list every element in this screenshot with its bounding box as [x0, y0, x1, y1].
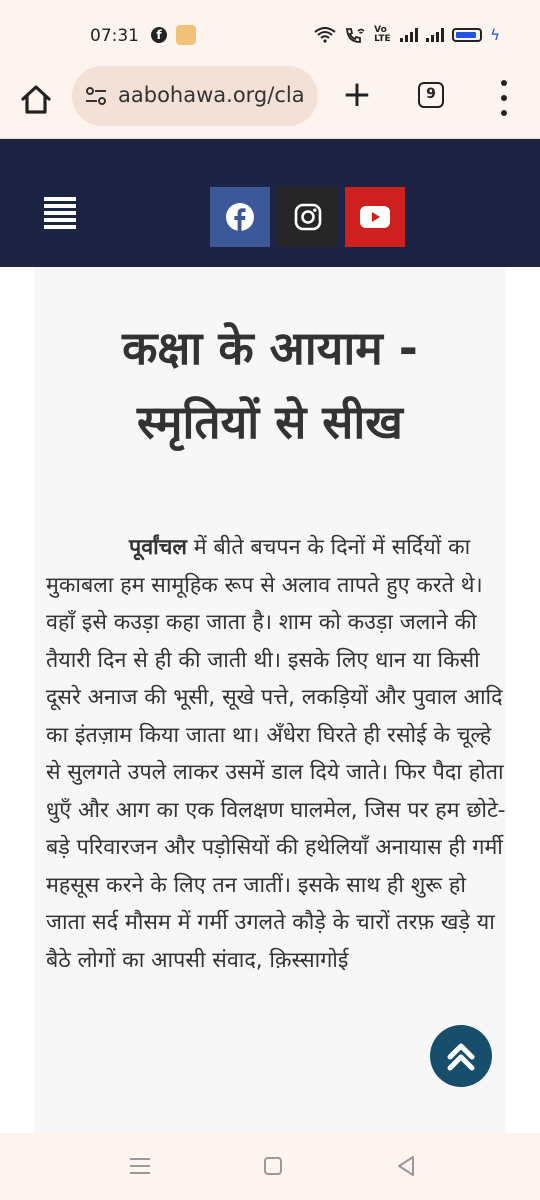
system-nav-bar: [0, 1133, 540, 1200]
status-bar: [0, 0, 540, 66]
site-settings-icon[interactable]: [84, 84, 108, 108]
volte-icon: Vo LTE: [374, 25, 391, 44]
facebook-icon: [225, 202, 255, 232]
double-chevron-up-icon: [444, 1039, 478, 1073]
url-text[interactable]: aabohawa.org/cla: [118, 83, 305, 107]
scroll-to-top-button[interactable]: [430, 1025, 492, 1087]
browser-toolbar: [0, 66, 540, 139]
tab-switcher-button[interactable]: 9: [418, 82, 444, 108]
app-notification-icon: [176, 25, 196, 45]
instagram-icon: [294, 203, 322, 231]
more-options-icon[interactable]: [494, 80, 514, 116]
wifi-call-icon: [344, 27, 366, 43]
site-header: [0, 139, 540, 267]
charging-icon: ϟ: [490, 26, 500, 44]
status-icons: [314, 26, 500, 44]
article-title-line-1: कक्षा के आयाम -: [122, 321, 418, 375]
battery-icon: [452, 28, 482, 42]
article-body-text: में बीते बचपन के दिनों में सर्दियों का मुकाबला हम सामूहिक रूप से अलाव तापते हुए करते थे। वहाँ इसे कउड़ा कहा जाता है। शाम को कउड़ा जलाने की तैयारी दिन से ही की जाती थी। इसके लिए धान या किसी दूसरे अनाज की भूसी, सूखे पत्ते, लकड़ियों और पुवाल आदि का इंतज़ाम किया जाता था। अँधेरा घिरते ही रसोई के चूल्हे से सुलगते उपले लाकर उसमें डाल दिये जाते। फिर पैदा होता धुएँ और आग का एक विलक्षण घालमेल, जिस पर हम छोटे-बड़े परिवारजन और पड़ोसियों की हथेलियाँ अनायास ही गर्मी महसूस करने के लिए तन जातीं। इसके साथ ही शुरू हो जाता सर्द मौसम में गर्मी उगलते कौड़े के चारों तरफ़ खड़े या बैठे लोगों का आपसी संवाद, क़िस्सागोई: [46, 535, 506, 973]
new-tab-button[interactable]: +: [341, 74, 373, 115]
wifi-icon: [314, 27, 336, 43]
recents-icon[interactable]: [130, 1158, 150, 1174]
article-card: [34, 267, 506, 1133]
youtube-link[interactable]: [345, 187, 405, 247]
home-nav-icon[interactable]: [264, 1157, 282, 1175]
article-body: [46, 529, 506, 979]
home-icon[interactable]: [16, 80, 56, 120]
article-lead-word: पूर्वांचल: [129, 535, 187, 560]
address-bar[interactable]: [72, 66, 318, 126]
signal-icon: [426, 28, 444, 42]
facebook-link[interactable]: [210, 187, 270, 247]
hamburger-menu-icon[interactable]: [44, 197, 76, 229]
article-title: [34, 311, 506, 459]
back-icon[interactable]: [396, 1155, 416, 1177]
signal-icon: [400, 28, 418, 42]
status-time: 07:31: [90, 26, 139, 46]
youtube-icon: [360, 206, 390, 228]
instagram-link[interactable]: [278, 187, 338, 247]
facebook-notification-icon: f: [151, 27, 167, 43]
article-title-line-2: स्मृतियों से सीख: [137, 395, 403, 449]
